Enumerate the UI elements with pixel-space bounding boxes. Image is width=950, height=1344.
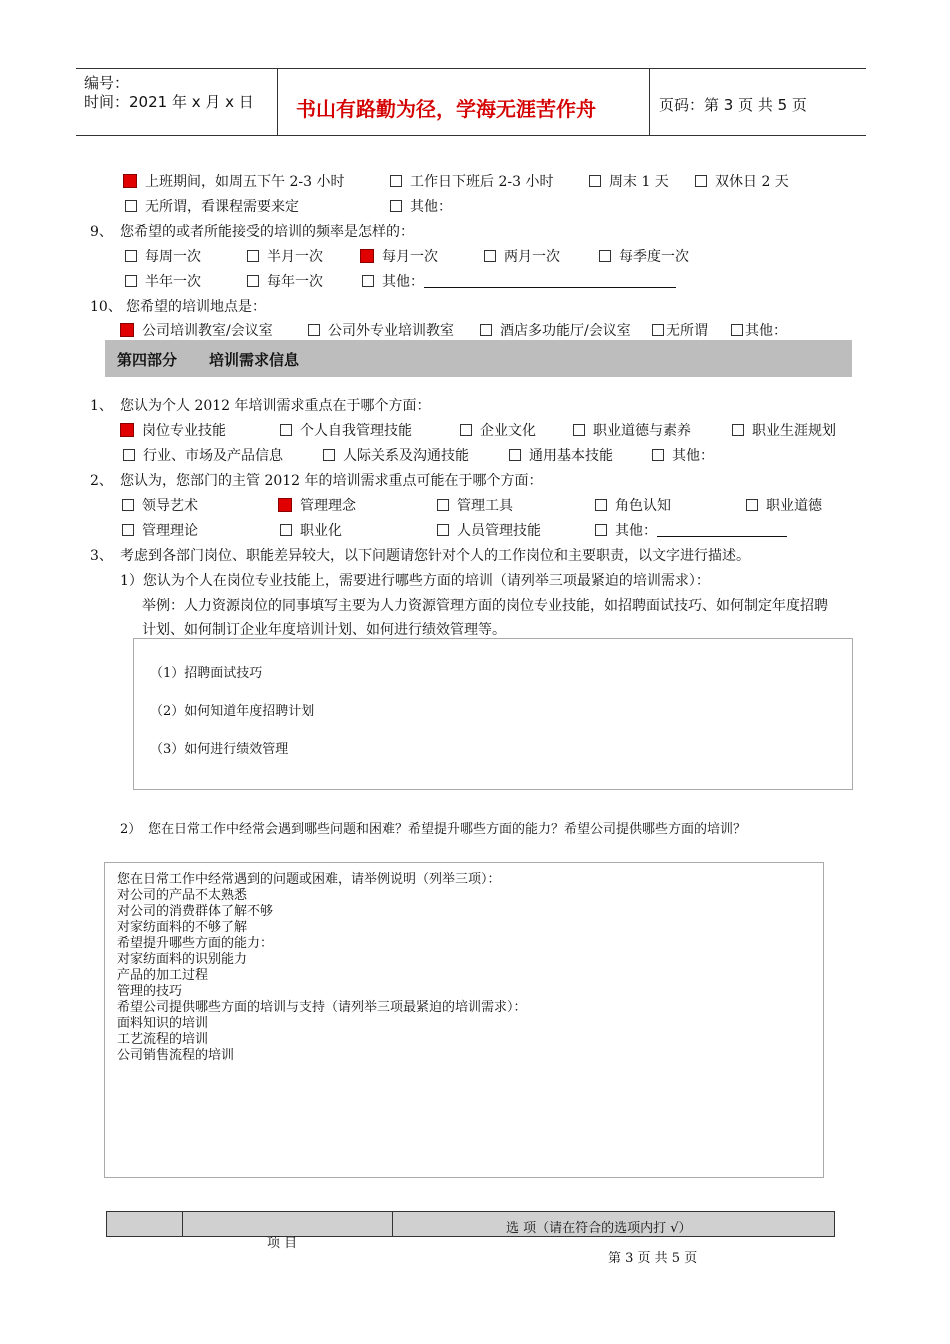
s4q1-question: 您认为个人 2012 年培训需求重点在于哪个方面： <box>120 398 431 414</box>
q9-question: 您希望的或者所能接受的培训的频率是怎样的： <box>120 224 414 240</box>
s4q1-option[interactable]: 其他： <box>652 445 714 465</box>
checkbox[interactable] <box>437 499 449 511</box>
checkbox[interactable] <box>595 524 607 536</box>
s4q3-sub2-number: 2） <box>120 822 142 837</box>
answer-line: 对公司的消费群体了解不够 <box>117 904 274 919</box>
s4q2-option[interactable]: 职业道德 <box>746 495 822 515</box>
header-divider <box>277 68 278 136</box>
s4q1-option[interactable]: 职业道德与素养 <box>573 420 691 440</box>
checkbox[interactable] <box>362 275 374 287</box>
q9-option[interactable]: 两月一次 <box>484 246 560 266</box>
header-divider <box>649 68 650 136</box>
s4q3-question: 考虑到各部门岗位、职能差异较大，以下问题请您针对个人的工作岗位和主要职责，以文字进行描述。 <box>120 548 750 564</box>
checkbox-checked[interactable] <box>120 323 134 337</box>
q10-question: 您希望的培训地点是： <box>126 299 266 315</box>
answer-line: 工艺流程的培训 <box>117 1032 209 1047</box>
s4q3-example-line1: 举例：人力资源岗位的同事填写主要为人力资源管理方面的岗位专业技能，如招聘面试技巧、如何制定年度招聘 <box>142 598 828 614</box>
checkbox[interactable] <box>280 424 292 436</box>
options-table-header <box>106 1211 835 1237</box>
s4q1-option[interactable]: 行业、市场及产品信息 <box>123 445 283 465</box>
table-divider <box>392 1212 393 1236</box>
checkbox[interactable] <box>125 250 137 262</box>
q10-option[interactable]: 公司外专业培训教室 <box>308 320 454 340</box>
checkbox[interactable] <box>437 524 449 536</box>
s4q1-number: 1、 <box>90 398 113 414</box>
q10-option[interactable]: 其他： <box>731 320 787 340</box>
checkbox[interactable] <box>125 200 137 212</box>
answer-line: 希望提升哪些方面的能力： <box>117 936 274 951</box>
section-header <box>105 340 852 377</box>
q10-option[interactable]: 酒店多功能厅/会议室 <box>480 320 631 340</box>
checkbox-checked[interactable] <box>360 249 374 263</box>
document-number-label: 编号： <box>84 74 130 92</box>
s4q2-option[interactable]: 管理工具 <box>437 495 513 515</box>
header-motto: 书山有路勤为径，学海无涯苦作舟 <box>296 97 596 121</box>
checkbox[interactable] <box>595 499 607 511</box>
footer-page-number: 第 3 页 共 5 页 <box>608 1251 698 1266</box>
q9-option[interactable]: 半年一次 <box>125 271 201 291</box>
checkbox[interactable] <box>480 324 492 336</box>
q9-other-field[interactable] <box>424 287 676 288</box>
checkbox[interactable] <box>390 200 402 212</box>
answer-line: 对公司的产品不太熟悉 <box>117 888 248 903</box>
checkbox-checked[interactable] <box>120 423 134 437</box>
s4q1-option[interactable]: 人际关系及沟通技能 <box>323 445 469 465</box>
s4q2-option[interactable]: 管理理念 <box>278 495 356 515</box>
checkbox[interactable] <box>123 449 135 461</box>
header-bottom-rule <box>76 135 866 136</box>
checkbox[interactable] <box>247 275 259 287</box>
s4q3-number: 3、 <box>90 548 113 564</box>
q10-option[interactable]: 无所谓 <box>652 320 708 340</box>
q8-option[interactable]: 工作日下班后 2-3 小时 <box>390 171 553 191</box>
q9-option[interactable]: 每月一次 <box>360 246 438 266</box>
q9-option[interactable]: 半月一次 <box>247 246 323 266</box>
item-column-header: 项 目 <box>267 1236 298 1251</box>
section-part: 第四部分 <box>117 351 178 369</box>
s4q1-option[interactable]: 职业生涯规划 <box>732 420 836 440</box>
header-page-code: 页码：第 3 页 共 5 页 <box>659 96 807 114</box>
checkbox[interactable] <box>125 275 137 287</box>
s4q1-option[interactable]: 通用基本技能 <box>509 445 613 465</box>
q10-option[interactable]: 公司培训教室/会议室 <box>120 320 273 340</box>
s4q2-question: 您认为，您部门的主管 2012 年的培训需求重点可能在于哪个方面： <box>120 473 543 489</box>
s4q2-option[interactable]: 其他： <box>595 520 787 540</box>
checkbox[interactable] <box>589 175 601 187</box>
checkbox[interactable] <box>308 324 320 336</box>
q9-option[interactable]: 每周一次 <box>125 246 201 266</box>
answer-line: 公司销售流程的培训 <box>117 1048 235 1063</box>
s4q2-option[interactable]: 职业化 <box>280 520 342 540</box>
answer-line: 管理的技巧 <box>117 984 183 999</box>
q8-option[interactable]: 无所谓，看课程需要来定 <box>125 196 299 216</box>
answer-line: 您在日常工作中经常遇到的问题或困难，请举例说明（列举三项）： <box>117 872 501 887</box>
checkbox[interactable] <box>652 449 664 461</box>
q8-option[interactable]: 双休日 2 天 <box>695 171 789 191</box>
answer-line: 产品的加工过程 <box>117 968 209 983</box>
answer-box-2[interactable] <box>104 862 824 1178</box>
checkbox[interactable] <box>247 250 259 262</box>
s4q2-option[interactable]: 角色认知 <box>595 495 671 515</box>
answer-line: 对家纺面料的不够了解 <box>117 920 248 935</box>
q8-option[interactable]: 上班期间，如周五下午 2-3 小时 <box>123 171 344 191</box>
answer-line: 对家纺面料的识别能力 <box>117 952 248 967</box>
checkbox[interactable] <box>323 449 335 461</box>
checkbox[interactable] <box>573 424 585 436</box>
table-divider <box>182 1212 183 1236</box>
checkbox[interactable] <box>509 449 521 461</box>
checkbox-checked[interactable] <box>123 174 137 188</box>
s4q2-option[interactable]: 人员管理技能 <box>437 520 541 540</box>
document-time: 时间：2021 年 x 月 x 日 <box>84 93 254 111</box>
s4q2-number: 2、 <box>90 473 113 489</box>
q9-number: 9、 <box>90 224 113 240</box>
s4q2-other-field[interactable] <box>657 536 787 537</box>
q8-option[interactable]: 其他： <box>390 196 452 216</box>
answer-box-1[interactable] <box>133 638 853 790</box>
s4q2-option[interactable]: 领导艺术 <box>122 495 198 515</box>
answer-item: （3）如何进行绩效管理 <box>150 742 289 757</box>
checkbox[interactable] <box>731 324 743 336</box>
checkbox[interactable] <box>122 499 134 511</box>
checkbox[interactable] <box>732 424 744 436</box>
answer-line: 希望公司提供哪些方面的培训与支持（请列举三项最紧迫的培训需求）： <box>117 1000 527 1015</box>
s4q1-option[interactable]: 企业文化 <box>460 420 536 440</box>
q9-option[interactable]: 其他： <box>362 271 676 291</box>
answer-item: （2）如何知道年度招聘计划 <box>150 704 315 719</box>
q9-option[interactable]: 每年一次 <box>247 271 323 291</box>
q9-option[interactable]: 每季度一次 <box>599 246 689 266</box>
answer-line: 面料知识的培训 <box>117 1016 209 1031</box>
s4q3-example-line2: 计划、如何制订企业年度培训计划、如何进行绩效管理等。 <box>142 622 506 638</box>
checkbox[interactable] <box>484 250 496 262</box>
checkbox[interactable] <box>122 524 134 536</box>
checkbox-checked[interactable] <box>278 498 292 512</box>
options-column-header: 选 项（请在符合的选项内打 √） <box>506 1221 692 1236</box>
s4q1-option[interactable]: 个人自我管理技能 <box>280 420 412 440</box>
checkbox[interactable] <box>746 499 758 511</box>
checkbox[interactable] <box>695 175 707 187</box>
section-title: 培训需求信息 <box>209 351 300 369</box>
checkbox[interactable] <box>652 324 664 336</box>
checkbox[interactable] <box>280 524 292 536</box>
header-top-rule <box>76 68 866 69</box>
s4q1-option[interactable]: 岗位专业技能 <box>120 420 226 440</box>
answer-item: （1）招聘面试技巧 <box>150 666 263 681</box>
q10-number: 10、 <box>90 299 122 315</box>
checkbox[interactable] <box>599 250 611 262</box>
s4q3-sub2: 您在日常工作中经常会遇到哪些问题和困难？希望提升哪些方面的能力？希望公司提供哪些方面的培训？ <box>148 822 747 837</box>
checkbox[interactable] <box>460 424 472 436</box>
checkbox[interactable] <box>390 175 402 187</box>
s4q2-option[interactable]: 管理理论 <box>122 520 198 540</box>
q8-option[interactable]: 周末 1 天 <box>589 171 669 191</box>
s4q3-sub1: 1）您认为个人在岗位专业技能上，需要进行哪些方面的培训（请列举三项最紧迫的培训需求）： <box>120 573 710 589</box>
